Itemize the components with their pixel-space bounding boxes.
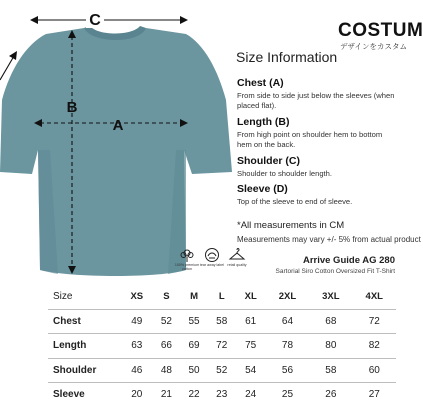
table-cell: 26 <box>325 389 337 401</box>
care-label-retail: retail quality <box>227 263 247 267</box>
cotton-icon <box>179 247 195 263</box>
product-description: Sartorial Siro Cotton Oversized Fit T-Shirt <box>275 268 395 275</box>
table-cell: 20 <box>131 389 143 401</box>
product-name: Arrive Guide AG 280 <box>302 255 395 266</box>
row-label: Shoulder <box>48 358 121 383</box>
heavy-wear-icon <box>204 247 220 263</box>
chest-title: Chest (A) <box>237 77 284 89</box>
dimension-c-label: C <box>89 12 101 29</box>
header-2xl: 2XL <box>266 285 309 309</box>
size-table-header <box>48 285 396 309</box>
table-cell: 22 <box>188 389 200 401</box>
table-cell: 80 <box>309 334 352 359</box>
table-row-length <box>48 334 396 359</box>
row-label: Length <box>48 334 121 359</box>
tshirt-shape <box>0 28 232 276</box>
table-cell: 48 <box>153 358 181 383</box>
table-cell: 50 <box>180 358 208 383</box>
tshirt-illustration <box>0 0 232 286</box>
sleeve-description: Top of the sleeve to end of sleeve. <box>237 197 353 206</box>
table-cell: 75 <box>236 334 266 359</box>
table-row-shoulder <box>48 358 396 383</box>
table-cell: 52 <box>153 309 181 334</box>
size-info-title: Size Information <box>236 49 338 65</box>
table-cell: 78 <box>266 334 309 359</box>
table-row-chest <box>48 309 396 334</box>
table-cell: 46 <box>121 358 153 383</box>
row-label: Sleeve <box>53 389 85 401</box>
table-cell: 69 <box>180 334 208 359</box>
table-cell: 72 <box>208 334 236 359</box>
table-cell: 27 <box>368 389 380 401</box>
hanger-icon <box>228 247 246 263</box>
header-4xl: 4XL <box>353 285 396 309</box>
sleeve-title: Sleeve (D) <box>237 183 288 195</box>
table-cell: 68 <box>309 309 352 334</box>
table-cell: 64 <box>266 309 309 334</box>
table-cell: 49 <box>121 309 153 334</box>
header-m: M <box>180 285 208 309</box>
header-l: L <box>208 285 236 309</box>
length-description: From high point on shoulder hem to bottom hem on the back. <box>237 130 383 149</box>
care-label-tear-away: tear away label <box>199 263 225 267</box>
care-item-label <box>201 247 223 267</box>
table-cell: 21 <box>160 389 172 401</box>
table-cell: 63 <box>121 334 153 359</box>
header-s: S <box>153 285 181 309</box>
table-cell: 23 <box>216 389 228 401</box>
header-xl: XL <box>236 285 266 309</box>
care-item-cotton <box>176 247 198 271</box>
table-cell: 55 <box>180 309 208 334</box>
shoulder-title: Shoulder (C) <box>237 155 300 167</box>
table-cell: 58 <box>309 358 352 383</box>
length-title: Length (B) <box>237 116 290 128</box>
header-xs: XS <box>121 285 153 309</box>
dimension-b-label: B <box>66 99 78 116</box>
row-label: Chest <box>48 309 121 334</box>
table-row-sleeve <box>48 383 396 407</box>
table-cell: 61 <box>236 309 266 334</box>
table-cell: 60 <box>353 358 396 383</box>
brand-logo: COSTUM <box>338 20 423 41</box>
table-cell: 24 <box>245 389 257 401</box>
care-item-hanger <box>226 247 248 267</box>
shoulder-description: Shoulder to shoulder length. <box>237 169 332 178</box>
table-cell: 56 <box>266 358 309 383</box>
care-label-cotton: 100% premium cotton <box>174 263 200 272</box>
table-cell: 72 <box>353 309 396 334</box>
table-cell: 58 <box>208 309 236 334</box>
header-size: Size <box>48 285 121 309</box>
header-3xl: 3XL <box>309 285 352 309</box>
table-cell: 54 <box>236 358 266 383</box>
measurement-variance-note: Measurements may vary +/- 5% from actual product <box>237 235 421 244</box>
brand-tagline: デザインをカスタム <box>340 42 407 51</box>
dimension-a-label: A <box>112 117 124 134</box>
size-chart-table <box>48 285 396 407</box>
chest-description: From side to side just below the sleeves (when placed flat). <box>237 91 395 110</box>
measurement-unit-note: *All measurements in CM <box>237 220 345 231</box>
table-cell: 52 <box>208 358 236 383</box>
table-cell: 82 <box>353 334 396 359</box>
table-cell: 25 <box>281 389 294 401</box>
table-cell: 66 <box>153 334 181 359</box>
